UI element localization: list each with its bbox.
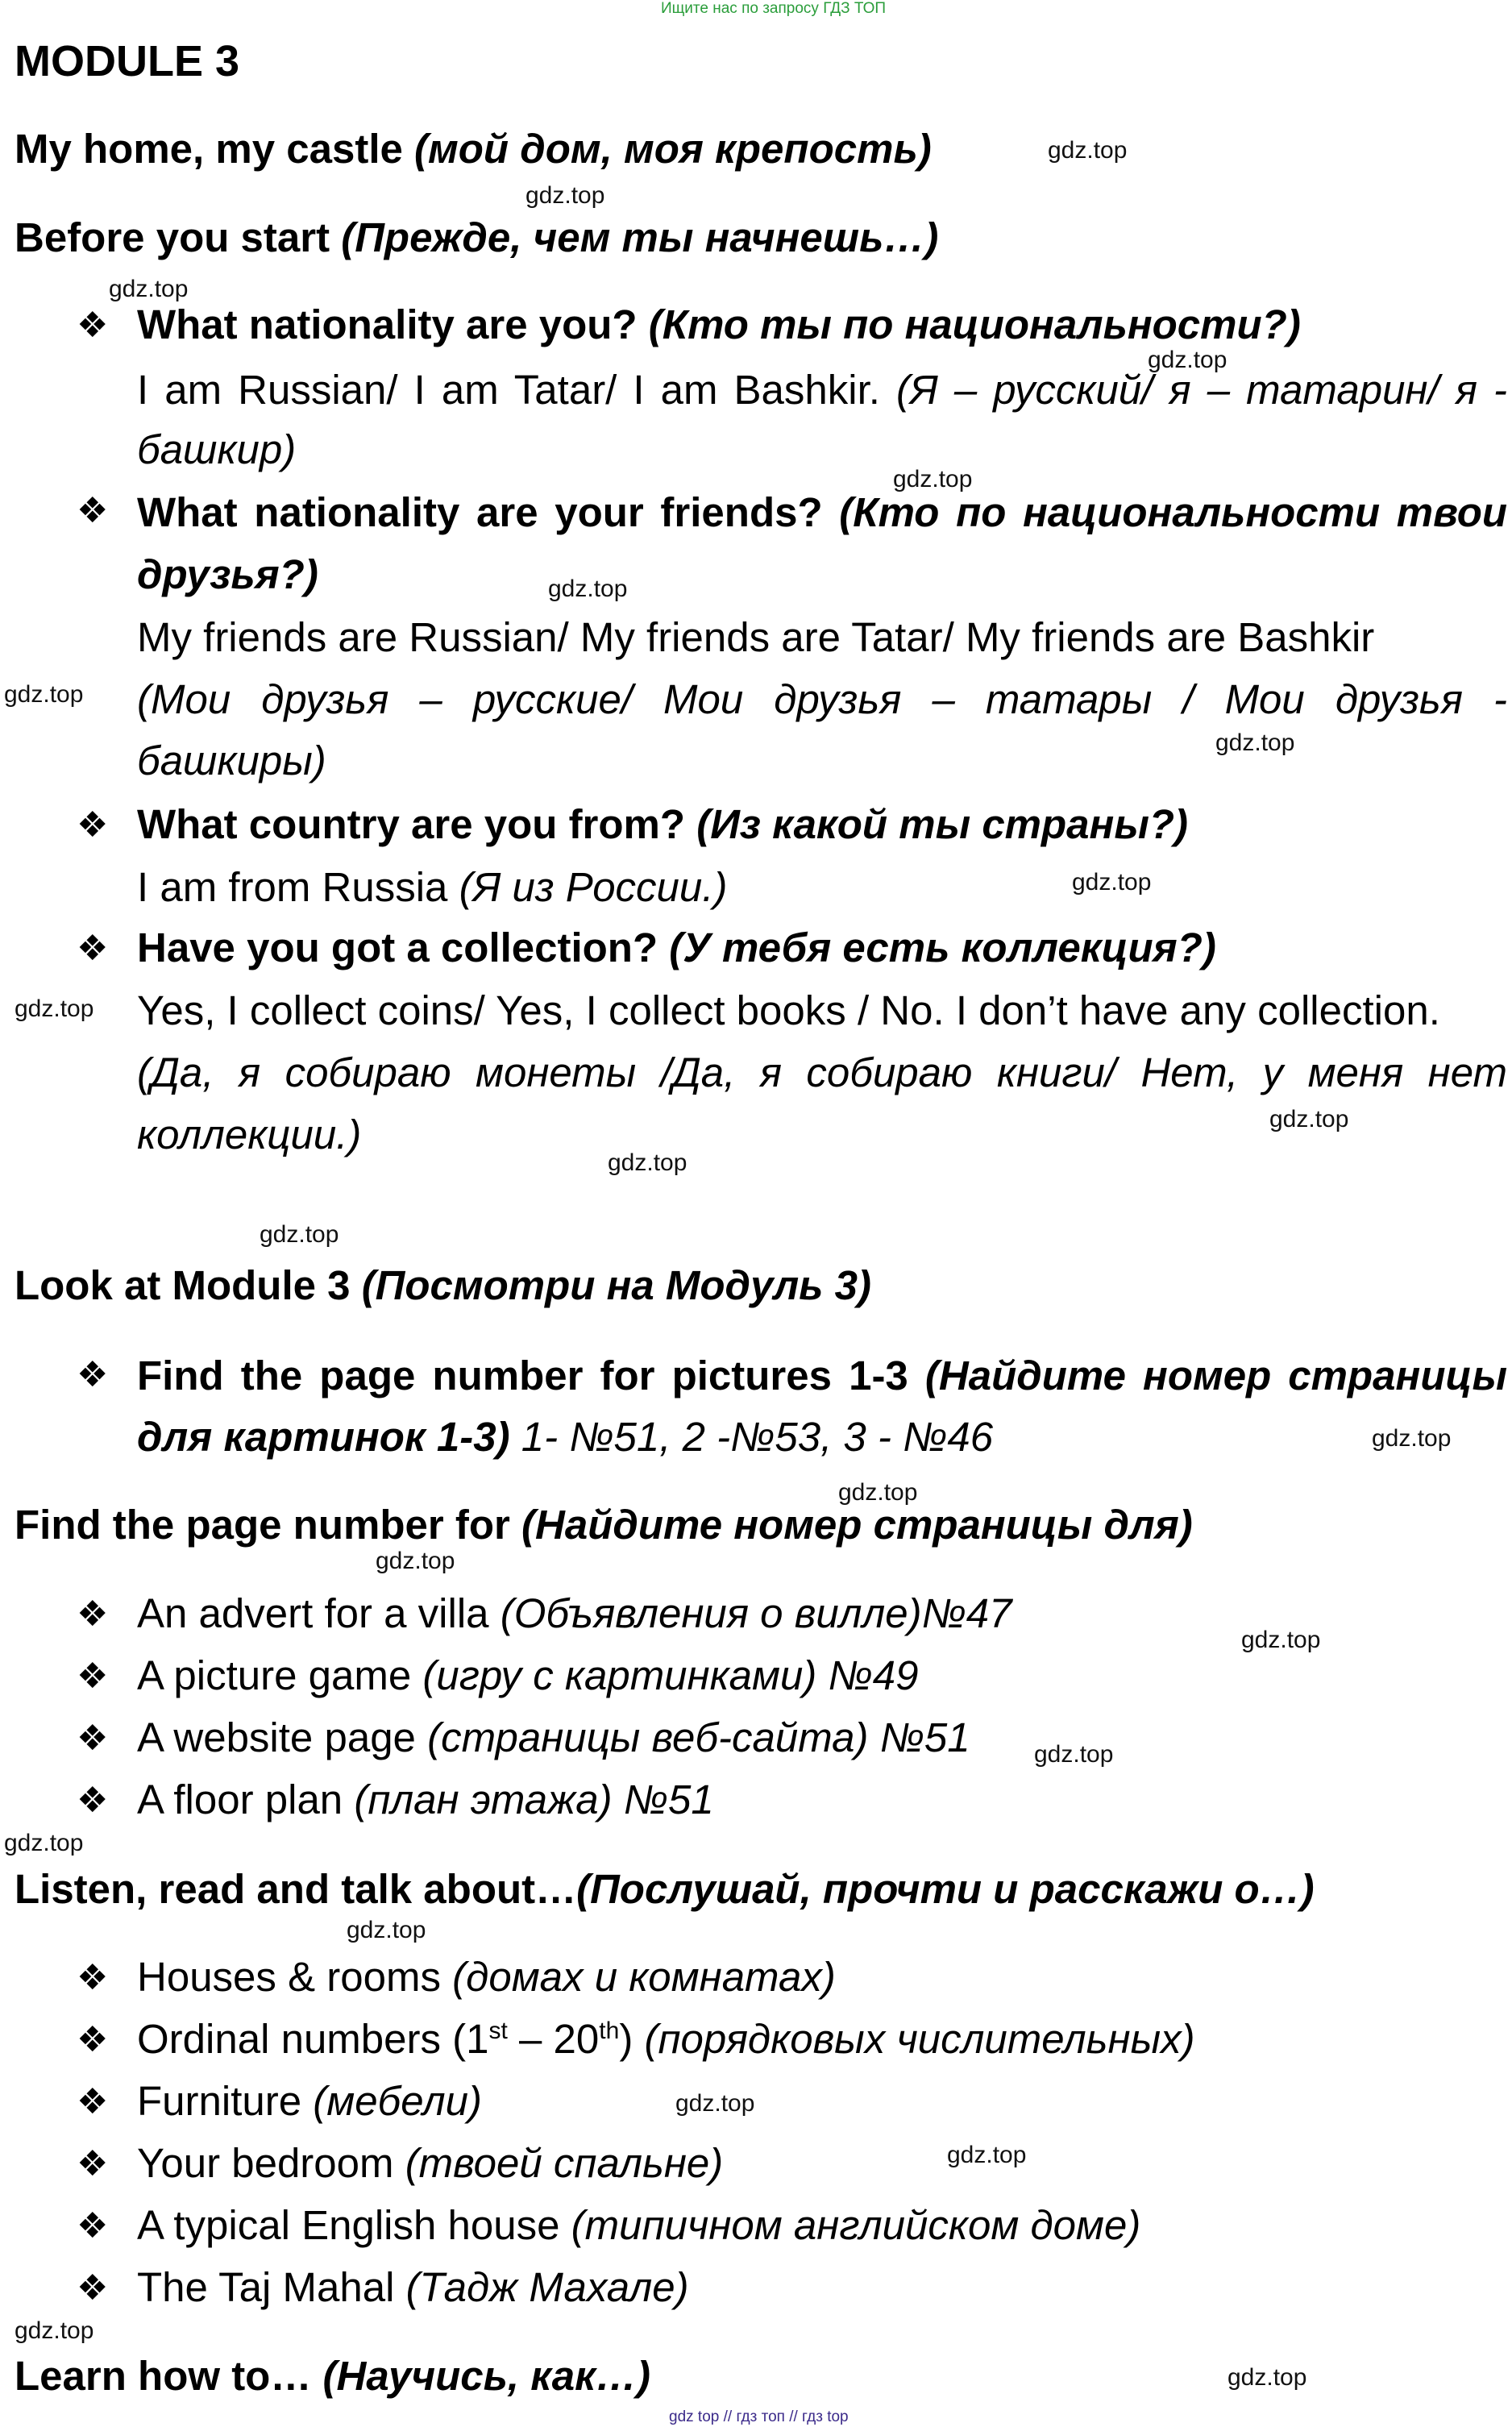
listen-item-ru: (Тадж Махале) <box>405 2264 689 2310</box>
watermark: gdz.top <box>1148 347 1227 373</box>
diamond-cross-icon: ❖ <box>77 2144 109 2184</box>
listen-item <box>137 2077 482 2125</box>
find-item-num: №49 <box>828 1652 919 1698</box>
find-item-ru: (Объявления о вилле) <box>500 1590 922 1636</box>
find-item <box>137 1776 714 1823</box>
listen-item <box>137 2015 1195 2063</box>
question-en: What nationality are your friends? <box>137 489 823 535</box>
diamond-cross-icon: ❖ <box>77 2020 109 2059</box>
watermark: gdz.top <box>1241 1627 1321 1653</box>
look-item-ru-cont: для картинок 1-3) <box>137 1414 510 1460</box>
watermark: gdz.top <box>675 2090 755 2117</box>
diamond-cross-icon: ❖ <box>77 305 109 345</box>
answer-country <box>137 863 727 911</box>
heading-find-ru: (Найдите номер страницы для) <box>521 1502 1193 1548</box>
listen-item-en: The Taj Mahal <box>137 2264 395 2310</box>
question-en: What country are you from? <box>137 801 686 847</box>
answer-en: My friends are Russian/ My friends are Tatar/ My friends are Bashkir <box>137 614 1375 660</box>
diamond-cross-icon: ❖ <box>77 1718 109 1758</box>
watermark: gdz.top <box>893 466 973 492</box>
top-note: Ищите нас по запросу ГДЗ ТОП <box>661 0 887 17</box>
listen-item-en: A typical English house <box>137 2202 560 2248</box>
diamond-cross-icon: ❖ <box>77 1355 109 1394</box>
diamond-cross-icon: ❖ <box>77 1781 109 1820</box>
look-item-answer: 1- №51, 2 -№53, 3 - №46 <box>521 1414 994 1460</box>
answer-ru: (Да, я собираю монеты /Да, я собираю книги/ Нет, у меня нет <box>137 1049 1507 1095</box>
listen-item-en: Ordinal numbers (1 <box>137 2016 489 2062</box>
heading-before-ru: (Прежде, чем ты начнешь…) <box>341 214 939 260</box>
listen-item <box>137 1953 836 2001</box>
listen-item-en: Your bedroom <box>137 2140 394 2186</box>
find-item-num: №51 <box>879 1714 970 1760</box>
watermark: gdz.top <box>1034 1741 1114 1768</box>
watermark: gdz.top <box>1227 2364 1307 2391</box>
heading-look-ru: (Посмотри на Модуль 3) <box>361 1262 871 1308</box>
watermark: gdz.top <box>1372 1425 1452 1452</box>
module-title: MODULE 3 <box>15 37 240 85</box>
question-ru: (Кто по национальности твои <box>839 489 1507 535</box>
question-friends <box>137 481 1507 544</box>
heading-listen <box>15 1865 1315 1913</box>
diamond-cross-icon: ❖ <box>77 929 109 968</box>
find-item-ru: (страницы веб-сайта) <box>427 1714 869 1760</box>
question-nationality <box>137 301 1301 348</box>
listen-item-ru: (домах и комнатах) <box>452 1954 836 2000</box>
answer-nationality <box>137 359 1507 422</box>
watermark: gdz.top <box>838 1479 918 1506</box>
heading-home-ru: (мой дом, моя крепость) <box>414 126 932 172</box>
answer-ru-cont: башкиры) <box>137 738 326 783</box>
find-item <box>137 1590 1012 1637</box>
listen-item-ru: (твоей спальне) <box>405 2140 724 2186</box>
listen-item-ru: (порядковых числительных) <box>644 2016 1195 2062</box>
diamond-cross-icon: ❖ <box>77 2082 109 2122</box>
watermark: gdz.top <box>1215 729 1295 756</box>
answer-en: I am Russian/ I am Tatar/ I am Bashkir. <box>137 367 880 413</box>
listen-item-end: ) <box>619 2016 633 2062</box>
sup-th: th <box>599 2018 620 2044</box>
question-country <box>137 800 1188 848</box>
heading-look <box>15 1261 871 1309</box>
listen-item <box>137 2263 689 2311</box>
answer-ru: (Я из России.) <box>459 864 728 910</box>
find-item <box>137 1652 919 1699</box>
heading-home <box>15 125 932 172</box>
watermark: gdz.top <box>260 1221 339 1248</box>
diamond-cross-icon: ❖ <box>77 1656 109 1696</box>
watermark: gdz.top <box>947 2142 1027 2168</box>
heading-find <box>15 1501 1193 1548</box>
heading-learn-ru: (Научись, как…) <box>322 2353 650 2399</box>
find-item-en: An advert for a villa <box>137 1590 489 1636</box>
heading-before <box>15 214 938 261</box>
watermark: gdz.top <box>15 2317 94 2344</box>
diamond-cross-icon: ❖ <box>77 1958 109 1997</box>
find-item-en: A picture game <box>137 1652 412 1698</box>
listen-item <box>137 2139 723 2187</box>
look-item-cont <box>137 1413 993 1461</box>
watermark: gdz.top <box>1048 137 1128 164</box>
listen-item-ru: (мебели) <box>313 2078 483 2124</box>
find-item-num: №51 <box>623 1777 714 1822</box>
diamond-cross-icon: ❖ <box>77 2206 109 2246</box>
watermark: gdz.top <box>15 995 94 1022</box>
heading-learn-en: Learn how to… <box>15 2353 312 2399</box>
diamond-cross-icon: ❖ <box>77 1594 109 1634</box>
question-collection <box>137 924 1216 971</box>
answer-ru: (Я – русский/ я – татарин/ я - <box>896 367 1507 413</box>
question-ru: (У тебя есть коллекция?) <box>669 925 1216 970</box>
listen-item-en: Furniture <box>137 2078 302 2124</box>
watermark: gdz.top <box>4 1830 84 1856</box>
watermark: gdz.top <box>347 1917 426 1943</box>
diamond-cross-icon: ❖ <box>77 805 109 845</box>
question-en: Have you got a collection? <box>137 925 658 970</box>
watermark: gdz.top <box>109 276 189 302</box>
find-item-ru: (игру с картинками) <box>422 1652 817 1698</box>
heading-listen-ru: (Послушай, прочти и расскажи о…) <box>576 1866 1315 1912</box>
question-en: What nationality are you? <box>137 301 638 347</box>
heading-find-en: Find the page number for <box>15 1502 510 1548</box>
find-item-num: №47 <box>921 1590 1012 1636</box>
look-item-en: Find the page number for pictures 1-3 <box>137 1353 908 1398</box>
answer-ru: (Мои друзья – русские/ Мои друзья – татары / Мои друзья - <box>137 676 1507 722</box>
heading-learn <box>15 2352 650 2400</box>
question-ru-cont: друзья?) <box>137 551 318 597</box>
heading-before-en: Before you start <box>15 214 330 260</box>
diamond-cross-icon: ❖ <box>77 2268 109 2308</box>
watermark: gdz.top <box>548 576 628 602</box>
find-item-en: A website page <box>137 1714 416 1760</box>
footer-note: gdz top // гдз топ // гдз top <box>669 2408 849 2425</box>
question-ru: (Кто ты по национальности?) <box>648 301 1301 347</box>
watermark: gdz.top <box>1269 1106 1349 1132</box>
find-item-ru: (план этажа) <box>354 1777 613 1822</box>
watermark: gdz.top <box>4 681 84 708</box>
find-item <box>137 1714 970 1761</box>
heading-home-en: My home, my castle <box>15 126 403 172</box>
answer-ru-cont: коллекции.) <box>137 1112 362 1157</box>
heading-listen-en: Listen, read and talk about… <box>15 1866 577 1912</box>
question-ru: (Из какой ты страны?) <box>696 801 1189 847</box>
watermark: gdz.top <box>1072 869 1152 896</box>
watermark: gdz.top <box>608 1149 687 1176</box>
heading-look-en: Look at Module 3 <box>15 1262 351 1308</box>
listen-item-mid: – 20 <box>507 2016 600 2062</box>
look-item-ru: (Найдите номер страницы <box>924 1353 1507 1398</box>
listen-item <box>137 2201 1140 2249</box>
sup-st: st <box>488 2018 508 2044</box>
listen-item-en: Houses & rooms <box>137 1954 441 2000</box>
watermark: gdz.top <box>525 182 605 209</box>
answer-en: I am from Russia <box>137 864 448 910</box>
diamond-cross-icon: ❖ <box>77 491 109 530</box>
look-item <box>137 1344 1507 1407</box>
watermark: gdz.top <box>376 1548 455 1574</box>
listen-item-ru: (типичном английском доме) <box>571 2202 1141 2248</box>
find-item-en: A floor plan <box>137 1777 343 1822</box>
answer-en: Yes, I collect coins/ Yes, I collect books / No. I don’t have any collection. <box>137 987 1440 1033</box>
answer-ru-cont: башкир) <box>137 426 297 472</box>
